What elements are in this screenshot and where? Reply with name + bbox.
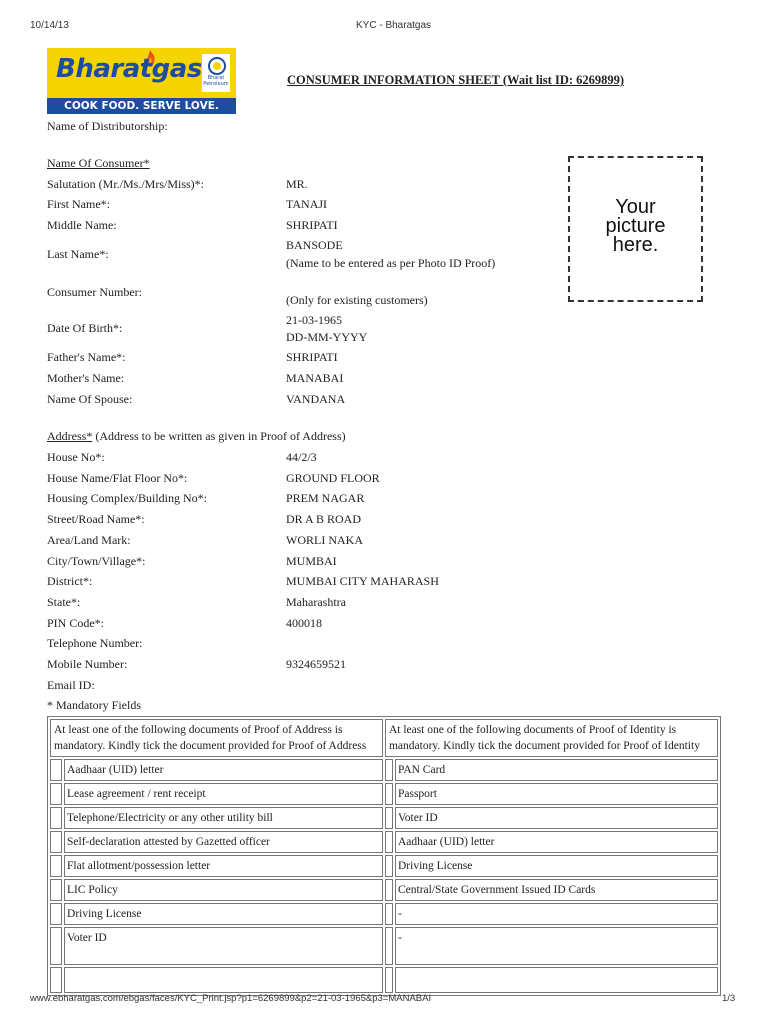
- address-checkbox[interactable]: [50, 903, 62, 925]
- address-field-label: Area/Land Mark:: [47, 532, 131, 547]
- identity-document-cell: [395, 967, 718, 993]
- identity-document-cell: Aadhaar (UID) letter: [395, 831, 718, 853]
- address-field-value: Maharashtra: [286, 594, 346, 609]
- address-field-label: District*:: [47, 574, 93, 589]
- table-row: [50, 807, 718, 829]
- address-field-value: 9324659521: [286, 657, 346, 671]
- consumer-field-value: BANSODE: [286, 238, 343, 252]
- identity-checkbox[interactable]: [385, 831, 393, 853]
- address-checkbox[interactable]: [50, 879, 62, 901]
- consumer-field-label: First Name*:: [47, 197, 110, 211]
- sheet-title: CONSUMER INFORMATION SHEET (Wait list ID: 6269899): [287, 73, 625, 87]
- identity-checkbox[interactable]: [385, 927, 393, 965]
- identity-document-cell: Passport: [395, 783, 718, 805]
- address-document-cell: Flat allotment/possession letter: [64, 855, 383, 877]
- consumer-field-label: Salutation (Mr./Ms./Mrs/Miss)*:: [47, 177, 205, 191]
- bharat-petroleum-emblem: Bharat Petroleum: [202, 54, 230, 92]
- photo-placeholder: [568, 156, 703, 302]
- address-document-cell: Aadhaar (UID) letter: [64, 759, 383, 781]
- consumer-field-label: Middle Name:: [47, 218, 117, 232]
- address-document-cell: Self-declaration attested by Gazetted officer: [64, 831, 383, 853]
- address-field-value: MUMBAI: [286, 553, 337, 568]
- address-checkbox[interactable]: [50, 831, 62, 853]
- consumer-field-note: (Only for existing customers): [286, 293, 428, 307]
- table-row: [50, 783, 718, 805]
- consumer-field-note: (Name to be entered as per Photo ID Proof): [286, 256, 496, 270]
- address-field-value: 44/2/3: [286, 450, 317, 464]
- consumer-field-value: 21-03-1965: [286, 313, 342, 327]
- identity-checkbox[interactable]: [385, 903, 393, 925]
- photo-placeholder-text: Your picture here.: [605, 196, 666, 256]
- consumer-field-note: DD-MM-YYYY: [286, 330, 368, 344]
- address-checkbox[interactable]: [50, 927, 62, 965]
- address-field-label: House Name/Flat Floor No*:: [47, 470, 188, 485]
- address-document-cell: LIC Policy: [64, 879, 383, 901]
- distributorship-label: Name of Distributorship:: [47, 119, 168, 133]
- identity-document-cell: PAN Card: [395, 759, 718, 781]
- identity-checkbox[interactable]: [385, 759, 393, 781]
- address-checkbox[interactable]: [50, 759, 62, 781]
- consumer-field-value: SHRIPATI: [286, 218, 338, 232]
- address-field-value: GROUND FLOOR: [286, 470, 380, 485]
- address-field-value: PREM NAGAR: [286, 491, 365, 506]
- consumer-field-value: MR.: [286, 177, 308, 191]
- table-row: [50, 903, 718, 925]
- page-number: 1/3: [722, 993, 736, 1004]
- proof-of-address-header: At least one of the following documents of Proof of Address is mandatory. Kindly tick the document provided for Proof of Address: [50, 719, 383, 757]
- identity-document-cell: Central/State Government Issued ID Cards: [395, 879, 718, 901]
- address-section-heading: Address* (Address to be written as given in Proof of Address): [47, 429, 346, 443]
- address-field-label: Street/Road Name*:: [47, 512, 145, 527]
- address-checkbox[interactable]: [50, 967, 62, 993]
- table-row: [50, 967, 718, 993]
- proof-documents-table: [47, 716, 721, 996]
- address-field-label: Housing Complex/Building No*:: [47, 491, 208, 506]
- address-document-cell: Driving License: [64, 903, 383, 925]
- table-row: [50, 927, 718, 965]
- address-field-label: Telephone Number:: [47, 636, 143, 651]
- print-title: KYC - Bharatgas: [356, 20, 432, 31]
- address-field-value: MUMBAI CITY MAHARASH: [286, 574, 439, 589]
- consumer-field-label: Name Of Spouse:: [47, 392, 133, 406]
- table-row: [50, 831, 718, 853]
- identity-document-cell: Voter ID: [395, 807, 718, 829]
- identity-checkbox[interactable]: [385, 967, 393, 993]
- consumer-field-value: MANABAI: [286, 371, 344, 385]
- address-field-label: Email ID:: [47, 677, 95, 692]
- consumer-field-label: Father's Name*:: [47, 350, 126, 364]
- address-document-cell: [64, 967, 383, 993]
- address-field-value: 400018: [286, 615, 322, 630]
- mandatory-note: * Mandatory Fields: [47, 698, 141, 712]
- address-checkbox[interactable]: [50, 783, 62, 805]
- print-date: 10/14/13: [30, 20, 69, 31]
- address-checkbox[interactable]: [50, 807, 62, 829]
- consumer-field-value: TANAJI: [286, 197, 328, 211]
- address-field-label: State*:: [47, 594, 81, 609]
- consumer-field-label: Consumer Number:: [47, 285, 142, 299]
- identity-document-cell: Driving License: [395, 855, 718, 877]
- address-document-cell: Lease agreement / rent receipt: [64, 783, 383, 805]
- identity-document-cell: -: [395, 927, 718, 965]
- address-field-label: City/Town/Village*:: [47, 553, 146, 568]
- address-field-value: DR A B ROAD: [286, 512, 362, 527]
- address-field-label: House No*:: [47, 450, 105, 464]
- consumer-field-label: Mother's Name:: [47, 371, 125, 385]
- identity-checkbox[interactable]: [385, 879, 393, 901]
- identity-checkbox[interactable]: [385, 855, 393, 877]
- table-row: [50, 855, 718, 877]
- footer-url: www.ebharatgas.com/ebgas/faces/KYC_Print.jsp?p1=6269899&p2=21-03-1965&p3=MANABAI: [30, 993, 432, 1004]
- table-row: [50, 879, 718, 901]
- identity-checkbox[interactable]: [385, 783, 393, 805]
- table-row: [50, 759, 718, 781]
- bharatgas-logo: [47, 48, 236, 114]
- consumer-field-label: Date Of Birth*:: [47, 321, 123, 335]
- address-field-value: WORLI NAKA: [286, 532, 363, 547]
- logo-wordmark: Bharatgas: [56, 54, 202, 84]
- proof-of-identity-header: At least one of the following documents of Proof of Identity is mandatory. Kindly tick the document provided for Proof of Identity: [385, 719, 718, 757]
- consumer-field-label: Last Name*:: [47, 247, 109, 261]
- consumer-field-value: VANDANA: [286, 392, 346, 406]
- consumer-section-heading: Name Of Consumer*: [47, 156, 150, 170]
- address-field-label: PIN Code*:: [47, 615, 104, 630]
- identity-document-cell: -: [395, 903, 718, 925]
- table-header-row: [50, 719, 718, 757]
- logo-tagline: COOK FOOD. SERVE LOVE.: [47, 98, 236, 114]
- address-document-cell: Telephone/Electricity or any other utility bill: [64, 807, 383, 829]
- identity-checkbox[interactable]: [385, 807, 393, 829]
- address-document-cell: Voter ID: [64, 927, 383, 965]
- address-field-label: Mobile Number:: [47, 657, 128, 671]
- consumer-field-value: SHRIPATI: [286, 350, 338, 364]
- address-checkbox[interactable]: [50, 855, 62, 877]
